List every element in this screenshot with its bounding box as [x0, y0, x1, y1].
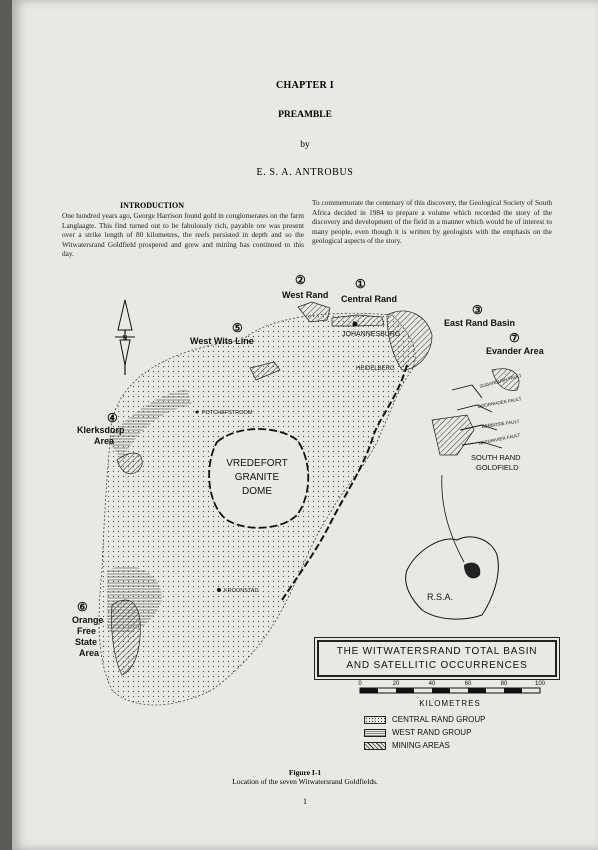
svg-text:20: 20 — [392, 681, 400, 687]
byline-by: by — [300, 140, 310, 150]
svg-text:Klerksdorp: Klerksdorp — [77, 425, 125, 435]
hatched-swatch-icon — [364, 742, 386, 750]
dotted-swatch-icon — [364, 716, 386, 724]
chapter-title: CHAPTER I — [276, 80, 334, 91]
svg-text:①: ① — [355, 277, 366, 291]
figure-number: Figure I-1 — [288, 768, 322, 777]
svg-text:West Wits Line: West Wits Line — [190, 336, 254, 346]
svg-text:Area: Area — [79, 648, 100, 658]
figure-caption: Location of the seven Witwatersrand Goldfields. — [232, 777, 378, 786]
north-arrow — [115, 300, 135, 375]
mining-area-south-rand — [432, 415, 474, 455]
svg-text:⑦: ⑦ — [509, 331, 520, 345]
intro-right-paragraph: To commemorate the centenary of this discovery, the Geological Society of South Africa decided in 1984 to prepare a volume which recorded the story of the discovery and development of the field in a manner which would be of interest to many people, even though it is written by geologists with the emphasis on the geological aspects of the story. — [312, 198, 552, 246]
svg-text:③: ③ — [472, 303, 483, 317]
svg-text:R.S.A.: R.S.A. — [427, 592, 454, 602]
svg-text:KILOMETRES: KILOMETRES — [419, 699, 481, 708]
svg-text:BERBOSIE FAULT: BERBOSIE FAULT — [481, 418, 520, 429]
svg-text:NEEDRIVIER FAULT: NEEDRIVIER FAULT — [478, 432, 521, 446]
book-page — [12, 0, 598, 850]
svg-text:East Rand Basin: East Rand Basin — [444, 318, 516, 328]
intro-heading: INTRODUCTION — [120, 201, 185, 210]
svg-text:⑥: ⑥ — [77, 600, 88, 614]
lined-swatch-icon — [364, 729, 386, 737]
page-number: 1 — [303, 797, 307, 806]
svg-text:West Rand: West Rand — [282, 290, 329, 300]
svg-text:VREDEFORT: VREDEFORT — [226, 458, 288, 469]
map-title-line2: AND SATELLITIC OCCURRENCES — [346, 660, 528, 671]
legend-label: WEST RAND GROUP — [392, 728, 472, 737]
svg-text:JOHANNESBURG: JOHANNESBURG — [342, 331, 401, 338]
svg-text:Area: Area — [94, 436, 115, 446]
map-title-box — [317, 640, 557, 677]
svg-text:State: State — [75, 637, 98, 647]
legend-central-rand — [364, 715, 486, 724]
svg-text:Central Rand: Central Rand — [341, 294, 398, 304]
svg-text:Orange: Orange — [72, 615, 104, 625]
svg-text:Free: Free — [77, 626, 97, 636]
svg-text:KROONSTAD: KROONSTAD — [224, 588, 259, 594]
author-name: E. S. A. ANTROBUS — [256, 167, 354, 178]
legend-label: MINING AREAS — [392, 741, 450, 750]
svg-text:N: N — [122, 335, 128, 342]
legend-west-rand — [364, 728, 471, 737]
svg-text:0: 0 — [358, 681, 362, 687]
svg-text:SOUTH RAND: SOUTH RAND — [471, 453, 521, 462]
svg-text:⑤: ⑤ — [232, 321, 243, 335]
svg-text:POTCHEFSTROOM: POTCHEFSTROOM — [202, 410, 253, 416]
svg-text:GRANITE: GRANITE — [234, 472, 280, 483]
map-title-line1: THE WITWATERSRAND TOTAL BASIN — [336, 646, 538, 657]
svg-text:100: 100 — [534, 681, 546, 687]
legend-label: CENTRAL RAND GROUP — [392, 715, 486, 724]
svg-text:80: 80 — [500, 681, 508, 687]
svg-text:40: 40 — [428, 681, 436, 687]
scale-bar — [358, 681, 545, 708]
svg-text:④: ④ — [107, 411, 118, 425]
svg-text:Evander Area: Evander Area — [486, 346, 544, 356]
svg-text:②: ② — [295, 273, 306, 287]
section-title: PREAMBLE — [278, 110, 332, 120]
svg-text:GOLDFIELD: GOLDFIELD — [476, 463, 519, 472]
goldfields-map — [12, 270, 598, 770]
rsa-inset-map — [406, 475, 499, 619]
svg-text:60: 60 — [464, 681, 472, 687]
svg-text:DOME: DOME — [242, 486, 272, 497]
legend-mining-areas — [364, 741, 450, 750]
svg-text:SUGARBUSH FAULT: SUGARBUSH FAULT — [478, 372, 523, 389]
svg-text:DOORNHOEK FAULT: DOORNHOEK FAULT — [477, 396, 522, 409]
intro-left-paragraph: One hundred years ago, George Harrison found gold in conglomerates on the farm Langlaagte. This find turned out to be fabulously rich, payable ore was present over a strike length of 80 kilometres, the reefs persisted in depth and so the Witwatersrand Goldfield prospered and grew and mining has continued to this day. — [62, 211, 304, 259]
svg-text:HEIDELBERG: HEIDELBERG — [356, 366, 395, 372]
